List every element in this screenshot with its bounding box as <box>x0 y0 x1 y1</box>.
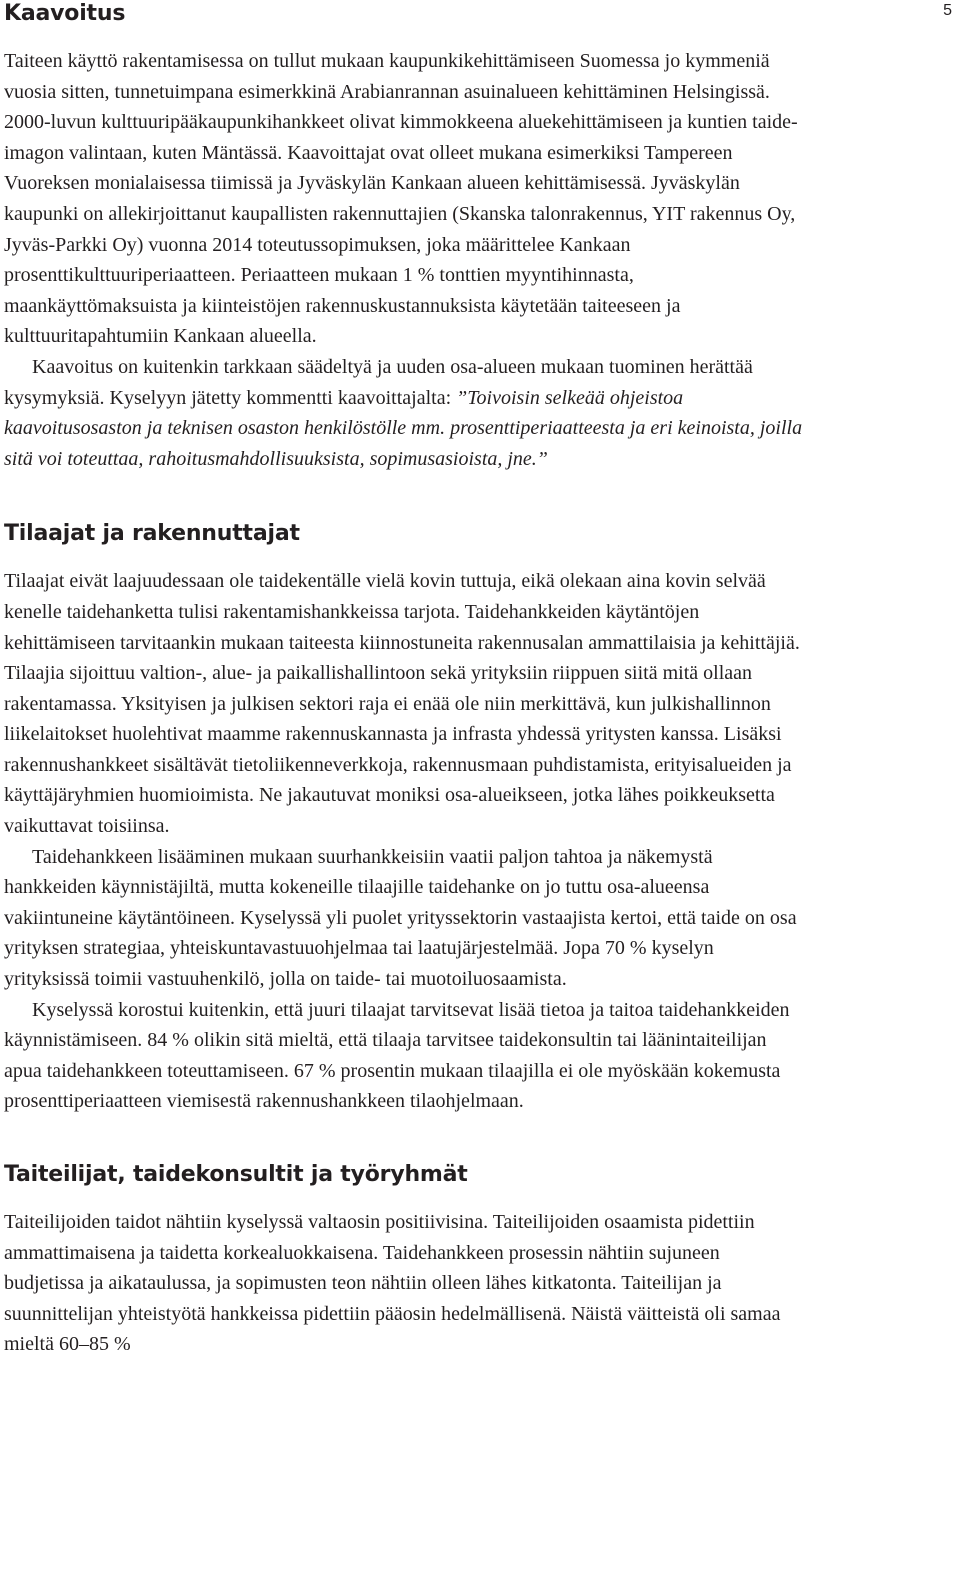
page-number: 5 <box>943 2 952 19</box>
paragraph-with-quote <box>4 352 804 474</box>
paragraph: Taiteen käyttö rakentamisessa on tullut mukaan kaupunkikehittämiseen Suomessa jo kymmeniä vuosia sitten, tunnetuimpana esimerkkinä Arabianrannan asuinalueen kehittäminen Helsingissä. 2000-luvun kulttuuripääkaupunkihankkeet olivat kimmokkeena aluekehittämiseen ja kuntien taide-imagon valintaan, kuten Mäntässä. Kaavoittajat ovat olleet mukana esimerkiksi Tampereen Vuoreksen monialaisessa tiimissä ja Jyväskylän Kankaan alueen kehittämisessä. Jyväskylän kaupunki on allekirjoittanut kaupallisten rakennuttajien (Skanska talonrakennus, YIT rakennus Oy, Jyväs-Parkki Oy) vuonna 2014 toteutussopimuksen, joka määrittelee Kankaan prosenttikulttuuriperiaatteen. Periaatteen mukaan 1 % tonttien myyntihinnasta, maankäyttömaksuista ja kiinteistöjen rakennuskustannuksista käytetään taiteeseen ja kulttuuritapahtumiin Kankaan alueella. <box>4 50 798 348</box>
paragraph: Taidehankkeen lisääminen mukaan suurhankkeisiin vaatii paljon tahtoa ja näkemystä hankkeiden käynnistäjiltä, mutta kokeneille tilaajille taidehanke on jo tuttu osa-alueensa vakiintuneine käytäntöineen. Kyselyssä yli puolet yrityssektorin vastaajista kertoi, että taide on osa yrityksen strategiaa, yhteiskuntavastuuohjelmaa tai laatujärjestelmää. Jopa 70 % kyselyn yrityksissä toimii vastuuhenkilö, jolla on taide- tai muotoiluosaamista. <box>4 845 797 991</box>
section-heading-taiteilijat: Taiteilijat, taidekonsultit ja työryhmät <box>4 1162 468 1187</box>
section-heading-kaavoitus: Kaavoitus <box>4 1 126 26</box>
section-heading-tilaajat: Tilaajat ja rakennuttajat <box>4 521 300 547</box>
quote-text: ”Toivoisin selkeää ohjeistoa kaavoitusosaston ja teknisen osaston henkilöstölle mm. prosenttiperiaatteesta ja eri keinoista, joilla sitä voi toteuttaa, rahoitusmahdollisuuksista, sopimusasioista, jne.” <box>4 386 803 470</box>
paragraph: Taiteilijoiden taidot nähtiin kyselyssä valtaosin positiivisina. Taiteilijoiden osaamista pidettiin ammattimaisena ja taidetta korkealuokkaisena. Taidehankkeen prosessin nähtiin sujuneen budjetissa ja aikataulussa, ja sopimusten teon nähtiin olleen lähes kitkatonta. Taiteilijan ja suunnittelijan yhteistyötä hankkeissa pidettiin pääosin hedelmällisenä. Näistä väitteistä oli samaa mieltä 60–85 % <box>4 1211 781 1356</box>
paragraph: Tilaajat eivät laajuudessaan ole taidekentälle vielä kovin tuttuja, eikä olekaan aina kovin selvää kenelle taidehanketta tulisi rakentamishankkeissa tarjota. Taidehankkeiden käytäntöjen kehittämiseen tarvitaankin mukaan taiteesta kiinnostuneita rakennusalan ammattilaisia ja kehittäjiä. Tilaajia sijoittuu valtion-, alue- ja paikallishallintoon sekä yrityksiin riippuen siitä mitä ollaan rakentamassa. Yksityisen ja julkisen sektori raja ei enää ole niin merkittävä, kun julkishallinnon liikelaitokset huolehtivat maamme rakennuskannasta ja infrasta yhdessä yritysten kanssa. Lisäksi rakennushankkeet sisältävät tietoliikenneverkkoja, rakennusmaan puhdistamista, erityisalueiden ja käyttäjäryhmien huomioimista. Ne jakautuvat moniksi osa-alueikseen, jotka lähes poikkeuksetta vaikuttavat toisiinsa. <box>4 570 800 838</box>
paragraph-text: Kaavoitus on kuitenkin tarkkaan säädeltyä ja uuden osa-alueen mukaan tuominen herättää kysymyksiä. Kyselyyn jätetty kommentti kaavoittajalta: <box>4 355 753 409</box>
document-body <box>4 0 804 1360</box>
paragraph: Kyselyssä korostui kuitenkin, että juuri tilaajat tarvitsevat lisää tietoa ja taitoa taidehankkeiden käynnistämiseen. 84 % olikin sitä mieltä, että tilaaja tarvitsee taidekonsultin tai läänintaiteilijan apua taidehankkeen toteuttamiseen. 67 % prosentin mukaan tilaajilla ei ole myöskään kokemusta prosenttiperiaatteen viemisestä rakennushankkeen tilaohjelmaan. <box>4 998 790 1113</box>
